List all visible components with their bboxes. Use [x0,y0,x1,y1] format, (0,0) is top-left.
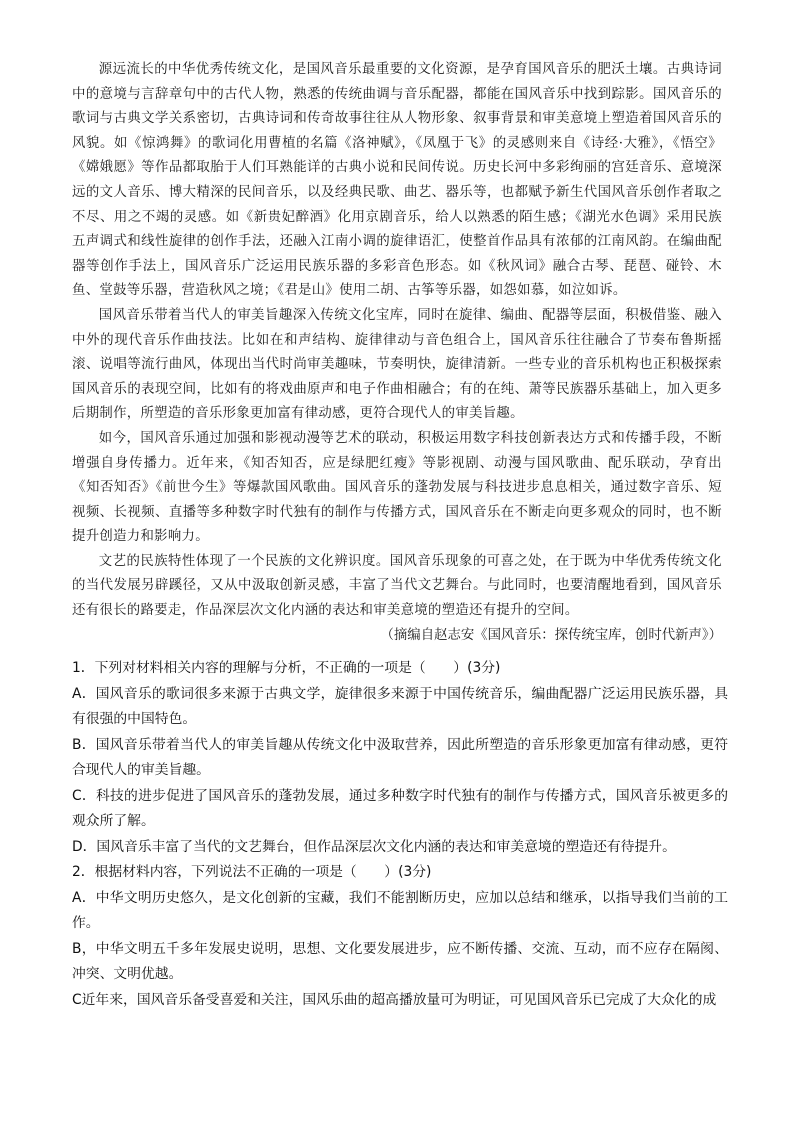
question-1-option-c: C．科技的进步促进了国风音乐的蓬勃发展，通过多种数字时代独有的制作与传播方式，国风音乐被更多的观众所了解。 [72,787,728,829]
passage-paragraph-4: 文艺的民族特性体现了一个民族的文化辨识度。国风音乐现象的可喜之处，在于既为中华优秀传统文化的当代发展另辟蹊径，又从中汲取创新灵感，丰富了当代文艺舞台。与此同时，也要清醒地看到，国风音乐还有很长的路要走，作品深层次文化内涵的表达和审美意境的塑造还有提升的空间。 [72,553,722,619]
reading-passage [72,58,722,648]
passage-paragraph-1: 源远流长的中华优秀传统文化，是国风音乐最重要的文化资源，是孕育国风音乐的肥沃土壤。古典诗词中的意境与言辞章句中的古代人物，熟悉的传统曲调与音乐配器，都能在国风音乐中找到踪影。国风音乐的歌词与古典文学关系密切，古典诗词和传奇故事往往从人物形象、叙事背景和审美意境上塑造着国风音乐的风貌。如《惊鸿舞》的歌词化用曹植的名篇《洛神赋》，《凤凰于飞》的灵感则来自《诗经·大雅》，《悟空》《嫦娥愿》等作品都取胎于人们耳熟能详的古典小说和民间传说。历史长河中多彩绚丽的宫廷音乐、意境深远的文人音乐、博大精深的民间音乐，以及经典民歌、曲艺、器乐等，也都赋予新生代国风音乐创作者取之不尽、用之不竭的灵感。如《新贵妃醉酒》化用京剧音乐，给人以熟悉的陌生感；《湖光水色调》采用民族五声调式和线性旋律的创作手法，还融入江南小调的旋律语汇，使整首作品具有浓郁的江南风韵。在编曲配器等创作手法上，国风音乐广泛运用民族乐器的多彩音色形态。如《秋风词》融合古琴、琵琶、碰铃、木鱼、堂鼓等乐器，营造秋风之境；《君是山》使用二胡、古筝等乐器，如怨如慕，如泣如诉。 [72,62,722,299]
passage-source: （摘编自赵志安《国风音乐：探传统宝库，创时代新声》） [380,627,722,643]
questions-section [72,656,728,1013]
passage-paragraph-2: 国风音乐带着当代人的审美旨趣深入传统文化宝库，同时在旋律、编曲、配器等层面，积极借鉴、融入中外的现代音乐作曲技法。比如在和声结构、旋律律动与音色组合上，国风音乐往往融合了节奏布鲁斯摇滚、说唱等流行曲风，体现出当代时尚审美趣味，节奏明快，旋律清新。一些专业的音乐机构也正积极探索国风音乐的表现空间，比如有的将戏曲原声和电子作曲相融合；有的在纯、萧等民族器乐基础上，加入更多后期制作，所塑造的音乐形象更加富有律动感，更符合现代人的审美旨趣。 [72,307,722,422]
question-1 [72,656,728,860]
question-2-option-a: A．中华文明历史悠久，是文化创新的宝藏，我们不能割断历史，应加以总结和继承，以指导我们当前的工作。 [72,889,728,931]
question-1-option-a: A．国风音乐的歌词很多来源于古典文学，旋律很多来源于中国传统音乐，编曲配器广泛运用民族乐器，具有很强的中国特色。 [72,685,728,727]
question-2-option-c: C近年来，国风音乐备受喜爱和关注，国风乐曲的超高播放量可为明证，可见国风音乐已完成了大众化的成 [72,991,717,1008]
question-1-option-d: D．国风音乐丰富了当代的文艺舞台，但作品深层次文化内涵的表达和审美意境的塑造还有待提升。 [72,838,676,855]
question-2-stem: 2．根据材料内容，下列说法不正确的一项是（ ）(3分) [72,864,432,880]
question-1-option-b: B．国风音乐带着当代人的审美旨趣从传统文化中汲取营养，因此所塑造的音乐形象更加富有律动感，更符合现代人的审美旨趣。 [72,736,728,778]
question-2 [72,860,728,1013]
passage-paragraph-3: 如今，国风音乐通过加强和影视动漫等艺术的联动，积极运用数字科技创新表达方式和传播手段，不断增强自身传播力。近年来，《知否知否，应是绿肥红瘦》等影视剧、动漫与国风歌曲、配乐联动，孕育出《知否知否》《前世今生》等爆款国风歌曲。国风音乐的蓬勃发展与科技进步息息相关，通过数字音乐、短视频、长视频、直播等多种数字时代独有的制作与传播方式，国风音乐在不断走向更多观众的同时，也不断提升创造力和影响力。 [72,430,722,545]
question-1-stem: 1．下列对材料相关内容的理解与分析，不正确的一项是（ ）(3分) [72,660,501,676]
question-2-option-b: B，中华文明五千多年发展史说明，思想、文化要发展进步，应不断传播、交流、互动，而不应存在隔阂、冲突、文明优越。 [72,940,728,982]
